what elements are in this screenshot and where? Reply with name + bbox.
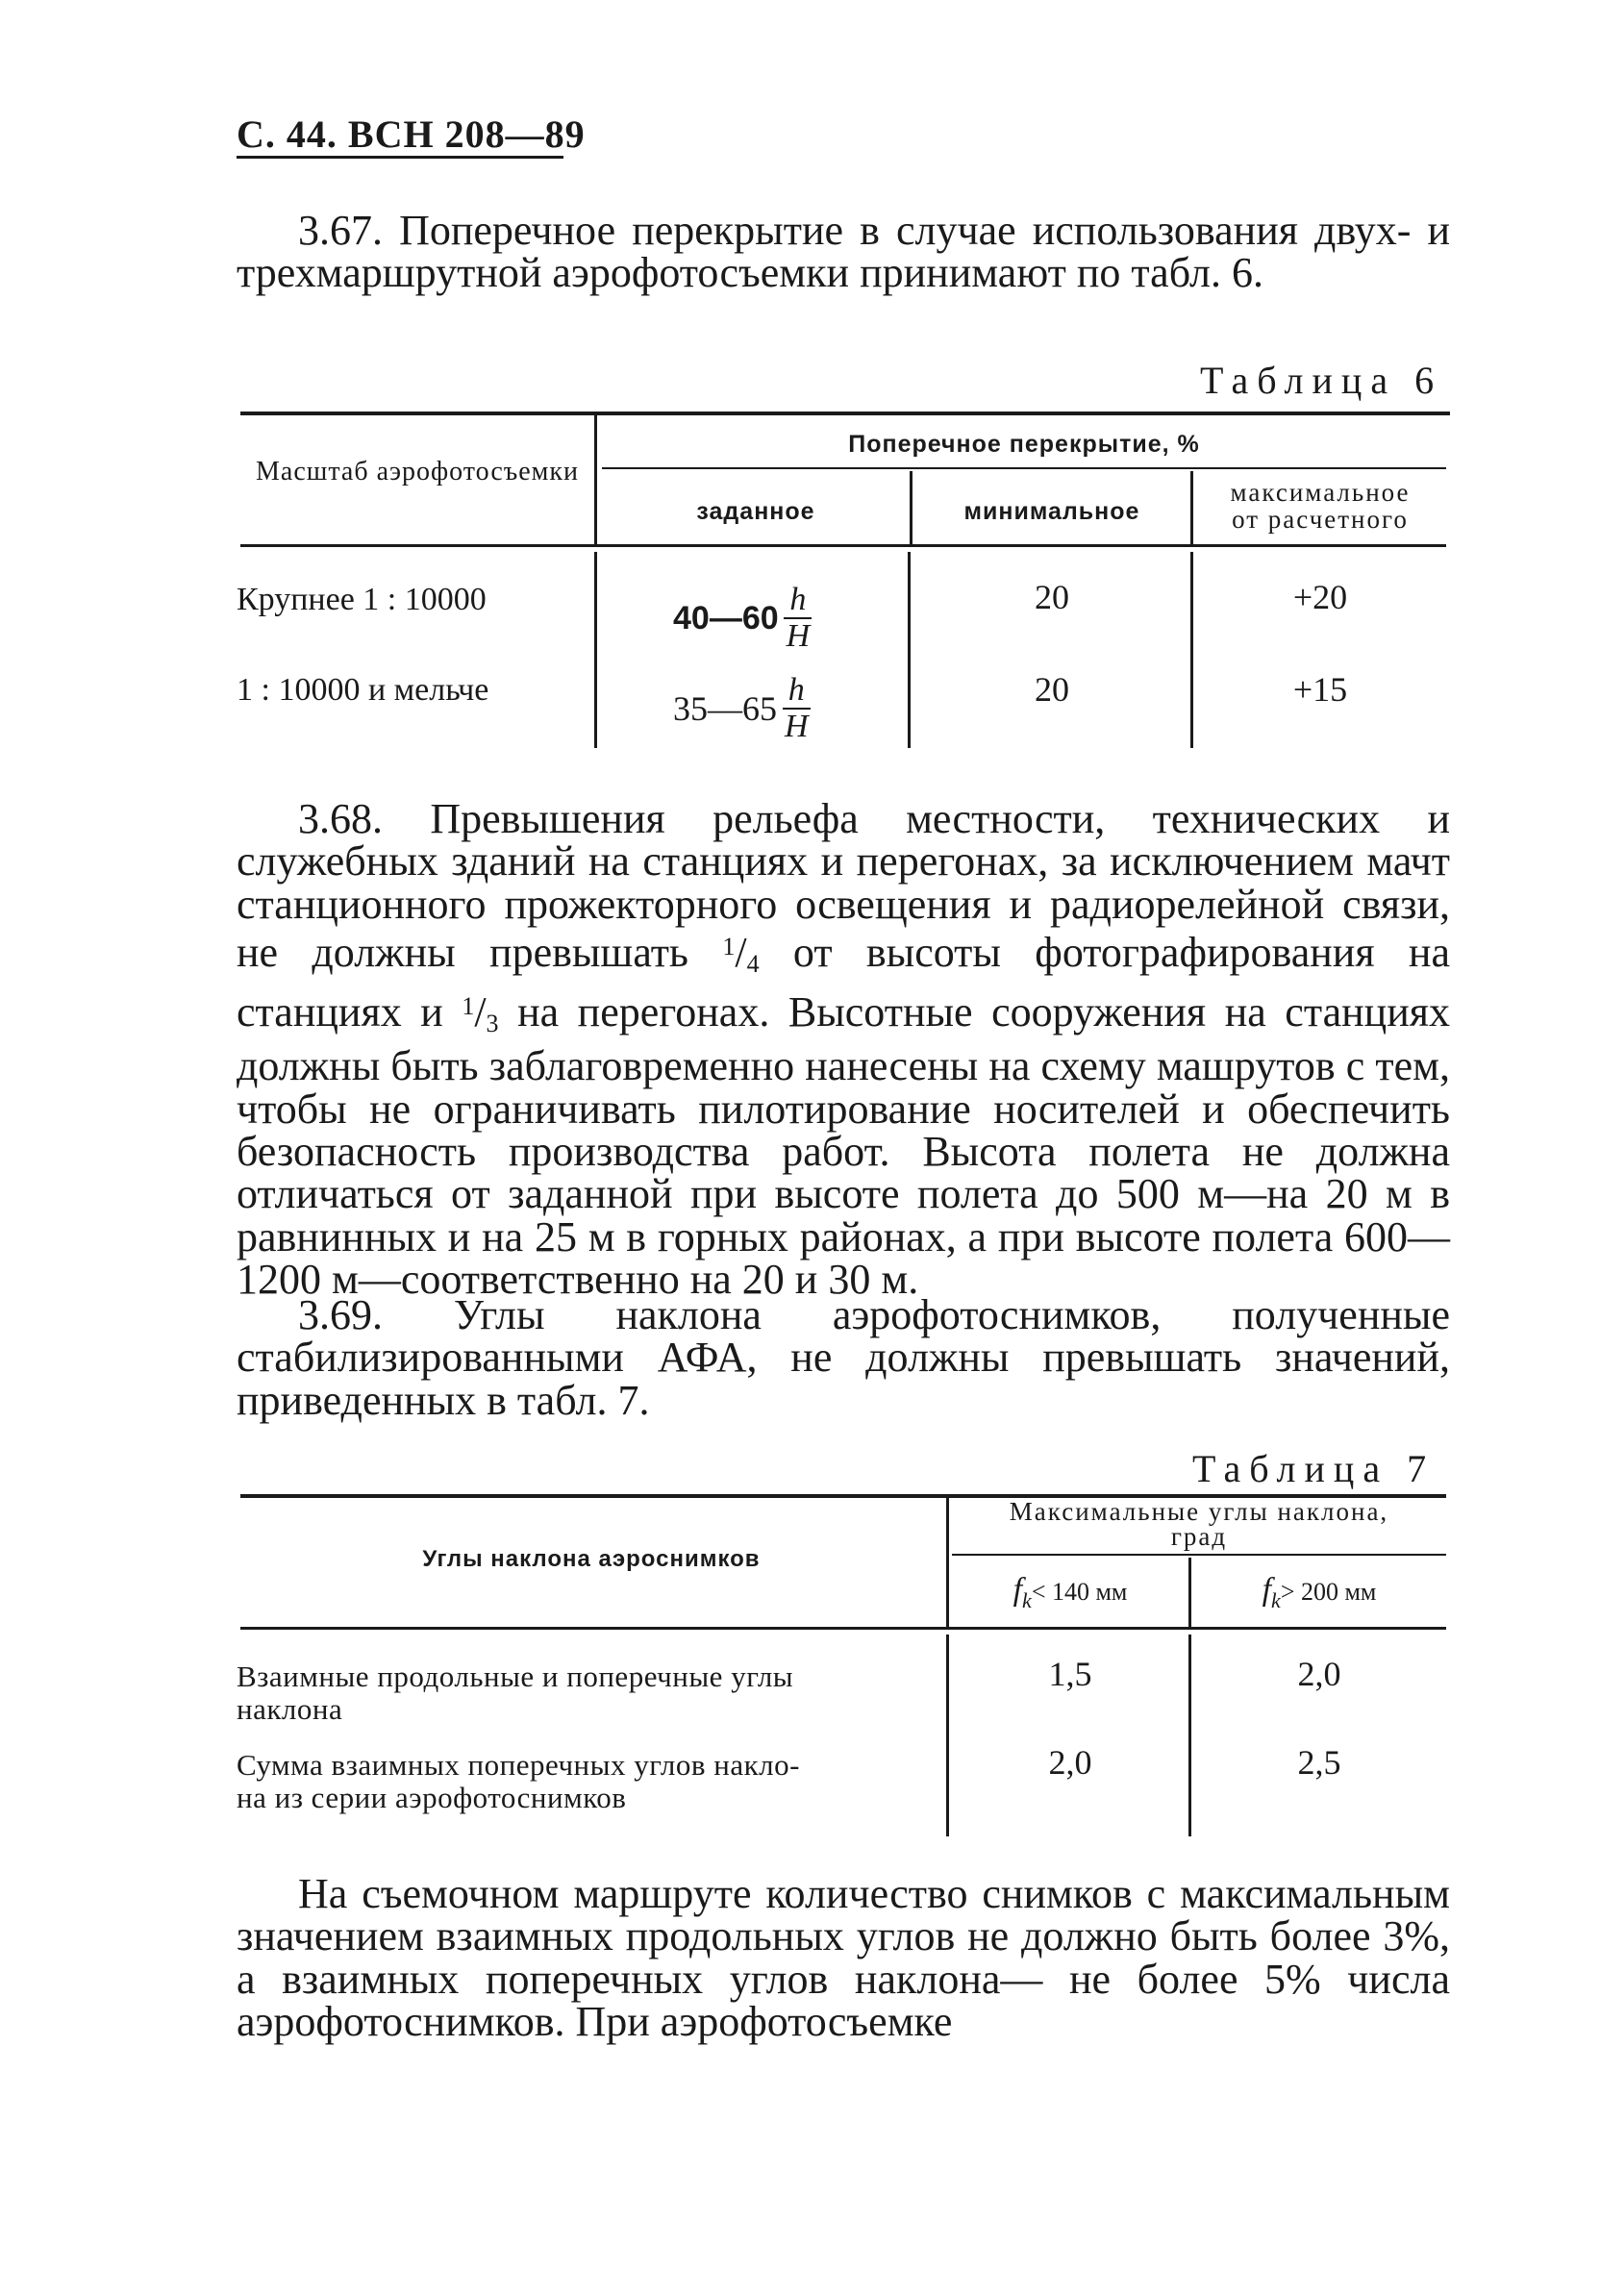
table-6-vrule-head-2 [910, 471, 912, 544]
paragraph-3-68-frac1-num: 1 [722, 932, 736, 961]
paragraph-final [237, 1870, 1450, 2045]
table-6-header-overlap: Поперечное перекрытие, % [848, 431, 1200, 458]
table-6-subheader-given: заданное [696, 498, 815, 525]
paragraph-final-text: На съемочном маршруте количество снимков с максимальным значением взаимных продольных углов не должно быть более 3%, а взаимных поперечных углов наклона— не более 5% числа аэрофотоснимков. При аэрофотосъемке [237, 1870, 1450, 2045]
table-6-row-2-minimal: 20 [1035, 670, 1069, 709]
paragraph-3-67-text: 3.67. Поперечное перекрытие в случае использования двух- и трехмаршрутной аэрофотосъемки принимают по табл. 6. [237, 207, 1450, 297]
table-7-row-2-label-line2: на из серии аэрофотоснимков [237, 1781, 627, 1814]
table-7-vrule-body-2 [1188, 1635, 1191, 1836]
table-6-subheader-minimal: минимальное [963, 498, 1140, 525]
paragraph-3-68-frac1-den: 4 [746, 949, 760, 978]
header-rule [237, 156, 563, 159]
table-7-row-1-gt: 2,0 [1297, 1655, 1341, 1693]
table-6-vrule-body-3 [1190, 552, 1193, 748]
table-6-row-1-scale: Крупнее 1 : 10000 [237, 582, 487, 617]
table-7-row-2-gt: 2,5 [1297, 1743, 1341, 1782]
table-6-subheader-max-line2: от расчетного [1232, 505, 1409, 534]
table-7-subheader-lt-symbol: f [1012, 1572, 1023, 1608]
table-6-vrule-head-3 [1190, 471, 1193, 544]
table-7-row-2-lt: 2,0 [1048, 1743, 1092, 1782]
table-6-row-2-given [673, 673, 814, 744]
table-6-row-1-maximal: +20 [1292, 578, 1348, 616]
table-6-vrule-body-2 [908, 552, 911, 748]
table-6-header-scale: Масштаб аэрофотосъемки [256, 457, 579, 487]
paragraph-3-68-part2: от высоты фотографирования на станциях и [237, 928, 1450, 1036]
table-6-top-rule [240, 412, 1450, 415]
table-6-caption: Таблица 6 [1200, 359, 1443, 402]
table-7-subheader-gt [1192, 1572, 1446, 1616]
table-6-header-mid-rule [602, 467, 1446, 469]
running-header: С. 44. ВСН 208—89 [237, 112, 586, 156]
table-7-subheader-gt-rest: > 200 мм [1280, 1578, 1377, 1606]
table-6-row-2-frac-den: H [785, 709, 809, 744]
paragraph-3-68: 3.68. Превышения рельефа местности, технических и служебных зданий на станциях и перегонах, за исключением мачт станционного прожекторного освещения и радиорелейной связи, не должны превышать $^1/_4$ от высоты фотографирования на станциях и $^1/_3$ на перегонах. Высотные сооружения на станциях должны быть заблаговременно нанесены на схему машрутов с тем, чтобы не ограничивать пилотирование носителей и обеспечить безопасность производства работ. Высота полета не должна отличаться от заданной при высоте полета до 500 м—на 20 м в равнинных и на 25 м в горных районах, а при высоте полета 600—1200 м—соответственно на 20 и 30 м. [237, 795, 1450, 1303]
table-7-header-mid-rule [952, 1554, 1446, 1556]
table-7-vrule-body-1 [946, 1635, 949, 1836]
paragraph-3-67 [237, 207, 1450, 297]
table-6-subheader-max-line1: максимальное [1230, 478, 1411, 507]
table-6-row-2-scale: 1 : 10000 и мельче [237, 672, 489, 708]
table-7-header-max-line2: град [1170, 1522, 1228, 1551]
table-6-row-1-given-fraction [781, 583, 816, 654]
table-6-row-1-frac-num: h [784, 583, 812, 619]
table-7-header-angles: Углы наклона аэроснимков [422, 1546, 761, 1572]
table-7-row-1-lt: 1,5 [1048, 1655, 1092, 1693]
table-7-header-bottom-rule [240, 1627, 1446, 1630]
table-7-row-2-label-line1: Сумма взаимных поперечных углов накло- [237, 1748, 800, 1782]
table-6-header-bottom-rule [240, 544, 1446, 547]
table-7-subheader-lt [952, 1572, 1188, 1616]
table-6-vrule-head-1 [594, 415, 597, 544]
table-6-row-2-given-fraction [779, 673, 814, 744]
paragraph-3-68-frac2-num: 1 [462, 992, 475, 1021]
paragraph-3-68-frac2-den: 3 [486, 1010, 499, 1038]
table-7-subheader-gt-symbol: f [1262, 1572, 1272, 1608]
paragraph-3-69 [237, 1291, 1450, 1424]
table-7-row-1-label-line2: наклона [237, 1692, 343, 1726]
table-7-caption: Таблица 7 [1192, 1447, 1436, 1490]
paragraph-3-68-part3: на перегонах. Высотные сооружения на станциях должны быть заблаговременно нанесены на схему машрутов с тем, чтобы не ограничивать пилотирование носителей и обеспечить безопасность производства работ. Высота полета не должна отличаться от заданной при высоте полета до 500 м—на 20 м в равнинных и на 25 м в горных районах, а при высоте полета 600—1200 м—соответственно на 20 и 30 м. [237, 988, 1450, 1303]
table-6-row-1-minimal: 20 [1035, 578, 1069, 616]
table-6-row-1-frac-den: H [786, 618, 811, 654]
table-7-subheader-gt-index: k [1271, 1588, 1281, 1612]
table-7-subheader-lt-index: k [1022, 1588, 1032, 1612]
table-6-row-2-given-range: 35—65 [673, 689, 777, 728]
table-7-header-max-line1: Максимальные углы наклона, [1009, 1497, 1389, 1526]
table-6-row-2-frac-num: h [783, 673, 811, 710]
table-7-vrule-head-2 [1188, 1558, 1191, 1627]
table-7-vrule-head-1 [946, 1498, 949, 1627]
table-6-row-2-maximal: +15 [1292, 670, 1348, 709]
table-6-row-1-given [673, 583, 815, 654]
table-7-row-1-label-line1: Взаимные продольные и поперечные углы [237, 1660, 794, 1693]
table-6-vrule-body-1 [594, 552, 597, 748]
table-7-subheader-lt-rest: < 140 мм [1031, 1578, 1128, 1606]
paragraph-3-69-text: 3.69. Углы наклона аэрофотоснимков, полученные стабилизированными АФА, не должны превышать значений, приведенных в табл. 7. [237, 1291, 1450, 1424]
paragraph-3-68-part1: 3.68. Превышения рельефа местности, технических и служебных зданий на станциях и перегонах, за исключением мачт станционного прожекторного освещения и радиорелейной связи, не должны превышать [237, 795, 1450, 976]
table-6-row-1-given-range: 40—60 [673, 599, 779, 636]
